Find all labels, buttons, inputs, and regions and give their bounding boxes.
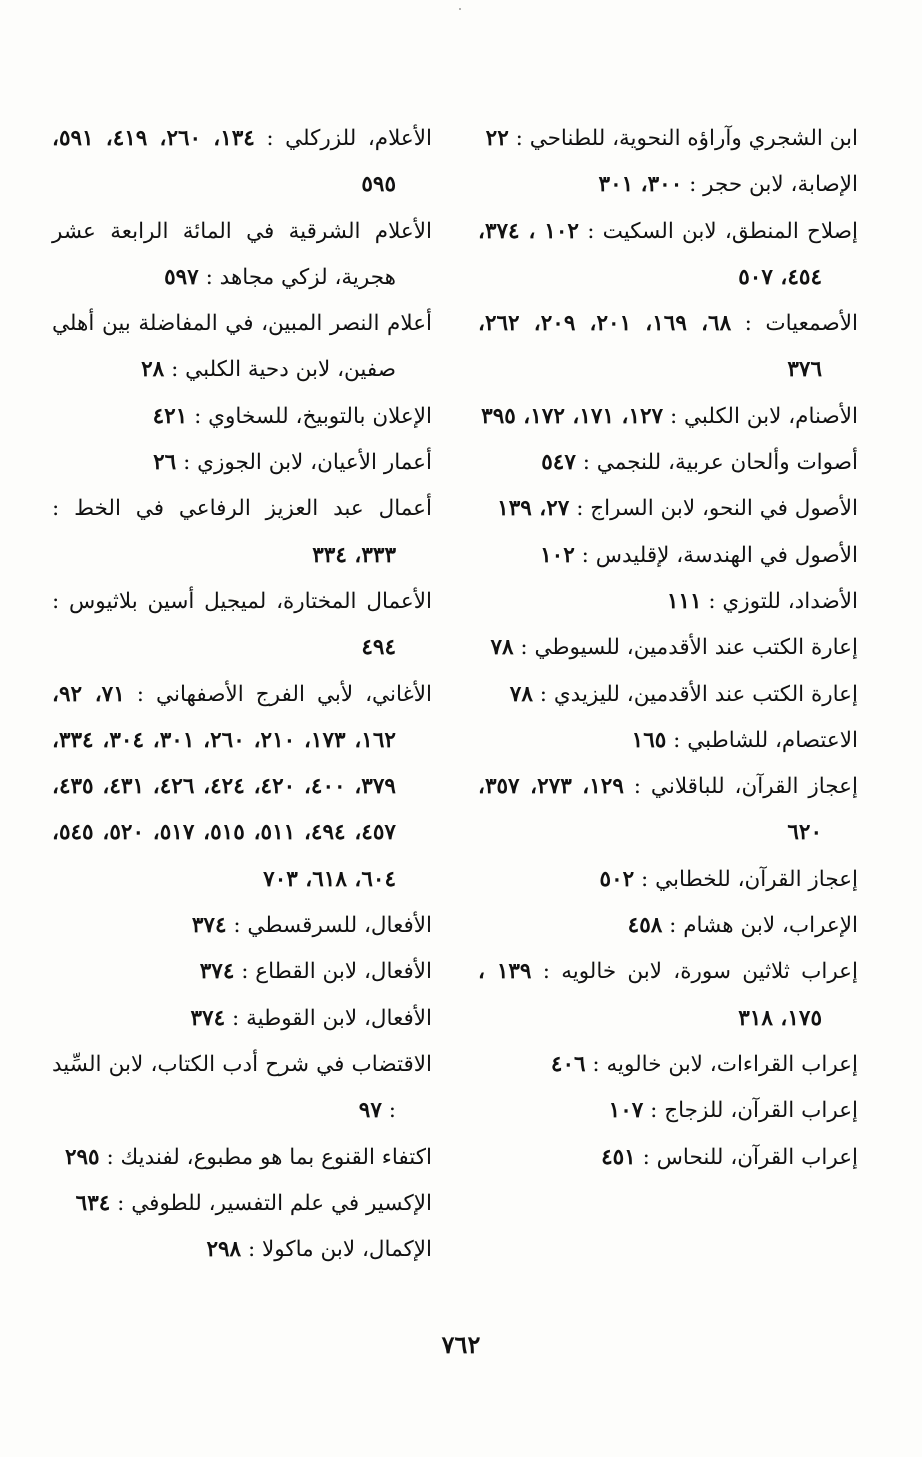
index-entry (52, 1135, 432, 1181)
entry-title: الإعلان بالتوبيخ، للسخاوي : (194, 403, 432, 429)
entry-pages: ٥٤٧ (541, 450, 576, 476)
entry-title: الأصمعيات : (744, 311, 858, 337)
entry-pages: ١٠٢ ، ٣٧٤، ٤٥٤، ٥٠٧ (478, 218, 822, 290)
entry-pages: ١٢٧، ١٧١، ١٧٢، ٣٩٥ (481, 403, 664, 429)
index-entry (478, 1088, 858, 1134)
entry-title: ابن الشجري وآراؤه النحوية، للطناحي : (515, 126, 858, 151)
index-entry (478, 209, 858, 302)
index-entry (52, 301, 432, 394)
index-entry (52, 996, 432, 1042)
entry-title: الإكمال، لابن ماكولا : (247, 1237, 432, 1263)
entry-pages: ١٢٩، ٢٧٣، ٣٥٧، ٦٢٠ (478, 774, 822, 846)
index-entry (478, 162, 858, 208)
index-entry (478, 672, 858, 718)
entry-title: الأصول في الهندسة، لإقليدس : (581, 542, 858, 568)
entry-title: أعمار الأعيان، لابن الجوزي : (183, 450, 432, 476)
entry-pages: ٧١، ٩٢، ١٦٢، ١٧٣، ٢١٠، ٢٦٠، ٣٠١، ٣٠٤، ٣٣٤، ٣٧٩، ٤٠٠، ٤٢٠، ٤٢٤، ٤٢٦، ٤٣١، ٤٣٥، ٤٥٧، ٤٩٤، ٥١١، ٥١٥، ٥١٧، ٥٢٠، ٥٤٥، ٦٠٤، ٦١٨، ٧٠٣ (52, 681, 396, 892)
index-entry (478, 301, 858, 394)
entry-title: الاعتصام، للشاطبي : (673, 727, 858, 753)
entry-pages: ٦٣٤ (75, 1190, 111, 1216)
entry-pages: ٧٨ (509, 681, 533, 707)
entry-title: الإصابة، لابن حجر : (689, 172, 858, 198)
left-column (52, 116, 432, 1296)
entry-pages: ٣٠٠، ٣٠١ (598, 172, 683, 198)
entry-title: إعراب القرآن، للنحاس : (642, 1144, 858, 1170)
entry-title: الأفعال، لابن القوطية : (232, 1005, 432, 1031)
entry-title: أعمال عبد العزيز الرفاعي في الخط : (52, 496, 432, 522)
index-entry (52, 209, 432, 302)
index-entry (478, 625, 858, 671)
top-center-mark (459, 8, 461, 10)
entry-title: الأفعال، لابن القطاع : (241, 959, 432, 985)
index-entry (52, 440, 432, 486)
index-entry (478, 764, 858, 857)
entry-title: إصلاح المنطق، لابن السكيت : (587, 218, 858, 244)
index-entry (478, 394, 858, 440)
index-entry (52, 1227, 432, 1273)
entry-pages: ٤٠٦ (550, 1051, 586, 1077)
entry-pages: ٦٨، ١٦٩، ٢٠١، ٢٠٩، ٢٦٢، ٣٧٦ (478, 311, 822, 383)
entry-pages: ٣٧٤ (199, 959, 235, 985)
entry-pages: ١١١ (666, 588, 702, 614)
entry-pages: ٧٨ (490, 635, 514, 661)
index-entry (478, 903, 858, 949)
entry-title: الأصنام، لابن الكلبي : (669, 403, 858, 429)
index-entry (52, 672, 432, 903)
index-entry (478, 579, 858, 625)
entry-title: اكتفاء القنوع بما هو مطبوع، لفنديك : (106, 1144, 432, 1170)
entry-pages: ٢٦ (153, 450, 177, 476)
entry-pages: ١٠٢ (540, 542, 575, 568)
entry-title: الأعلام الشرقية في المائة الرابعة عشر هجرية، لزكي مجاهد : (52, 218, 432, 290)
index-entry (478, 857, 858, 903)
index-entry (478, 116, 858, 162)
entry-pages: ٢٢ (485, 126, 509, 151)
entry-pages: ٢٩٨ (206, 1237, 242, 1263)
index-entry (52, 486, 432, 579)
index-columns (52, 116, 858, 1296)
entry-title: الاقتضاب في شرح أدب الكتاب، لابن السِّيد : (52, 1051, 432, 1124)
index-entry (478, 486, 858, 532)
entry-title: الأفعال، للسرقسطي : (233, 913, 432, 939)
entry-pages: ٥٩٧ (164, 264, 199, 290)
right-column (478, 116, 858, 1296)
entry-title: إعجاز القرآن، للباقلاني : (633, 774, 858, 800)
index-entry (52, 116, 432, 209)
index-entry (478, 440, 858, 486)
entry-pages: ٤٢١ (152, 403, 188, 429)
entry-title: الأصول في النحو، لابن السراج : (576, 496, 858, 522)
entry-pages: ٤٥٨ (627, 913, 663, 939)
entry-title: إعجاز القرآن، للخطابي : (641, 866, 858, 892)
entry-pages: ١٠٧ (608, 1098, 644, 1124)
entry-pages: ٥٠٢ (599, 866, 635, 892)
entry-pages: ٤٥١ (601, 1144, 636, 1170)
entry-title: الإكسير في علم التفسير، للطوفي : (117, 1190, 432, 1216)
entry-title: الأعلام، للزركلي : (266, 126, 432, 151)
page-number: ٧٦٢ (441, 1330, 481, 1359)
entry-pages: ٢٨ (141, 357, 165, 383)
entry-pages: ١٣٤، ٢٦٠، ٤١٩، ٥٩١، ٥٩٥ (52, 126, 396, 198)
entry-title: إعراب القرآن، للزجاج : (650, 1098, 858, 1124)
entry-title: الأعمال المختارة، لميجيل أسين بلاثيوس : (52, 588, 432, 614)
index-entry (478, 949, 858, 1042)
entry-pages: ٤٩٤ (361, 635, 396, 661)
entry-pages: ١٣٩ ، ١٧٥، ٣١٨ (478, 959, 822, 1031)
entry-pages: ٣٧٤ (190, 1005, 226, 1031)
index-entry (478, 1135, 858, 1181)
entry-title: الإعراب، لابن هشام : (669, 913, 858, 939)
entry-title: الأغاني، لأبي الفرج الأصفهاني : (136, 681, 432, 707)
entry-pages: ٣٣٣، ٣٣٤ (312, 542, 396, 568)
index-entry (52, 579, 432, 672)
index-entry (478, 533, 858, 579)
entry-pages: ٢٩٥ (64, 1144, 100, 1170)
index-entry (52, 1042, 432, 1135)
entry-title: إعراب القراءات، لابن خالويه : (592, 1051, 858, 1077)
entry-pages: ٩٧ (358, 1098, 382, 1124)
entry-title: إعارة الكتب عند الأقدمين، لليزيدي : (539, 681, 858, 707)
entry-pages: ٢٧، ١٣٩ (497, 496, 570, 522)
entry-title: أصوات وألحان عربية، للنجمي : (582, 450, 858, 476)
entry-title: إعراب ثلاثين سورة، لابن خالويه : (542, 959, 858, 985)
entry-pages: ١٦٥ (631, 727, 667, 753)
index-entry (52, 1181, 432, 1227)
index-entry (478, 718, 858, 764)
entry-title: إعارة الكتب عند الأقدمين، للسيوطي : (520, 635, 858, 661)
index-entry (52, 903, 432, 949)
index-entry (478, 1042, 858, 1088)
index-entry (52, 949, 432, 995)
entry-pages: ٣٧٤ (191, 913, 227, 939)
entry-title: أعلام النصر المبين، في المفاضلة بين أهلي صفين، لابن دحية الكلبي : (52, 311, 432, 383)
index-entry (52, 394, 432, 440)
entry-title: الأضداد، للتوزي : (708, 588, 858, 614)
